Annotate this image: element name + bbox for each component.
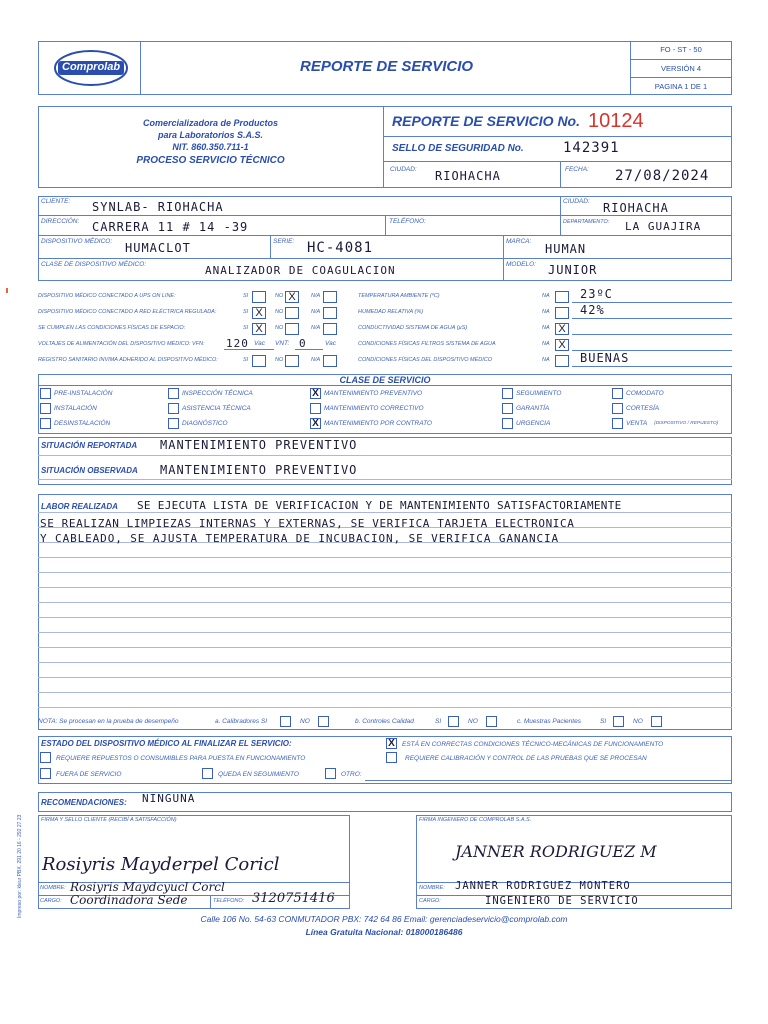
reported-label: SITUACIÓN REPORTADA xyxy=(41,441,138,450)
service-class-title: CLASE DE SERVICIO xyxy=(339,375,431,385)
service-option-label: URGENCIA xyxy=(516,420,551,427)
final-opt5: QUEDA EN SEGUIMIENTO xyxy=(218,771,299,778)
condition-na-checkbox[interactable] xyxy=(555,291,569,303)
engineer-sign-title: FIRMA INGENIERO DE COMPROLAB S.A.S. xyxy=(419,817,532,823)
client-role-value: Coordinadora Sede xyxy=(70,893,188,907)
client-dept: LA GUAJIRA xyxy=(625,220,702,233)
final-opt6: OTRO: xyxy=(341,771,362,778)
condition-na-checkbox[interactable] xyxy=(323,291,337,303)
condition-no-checkbox[interactable] xyxy=(285,323,299,335)
final-opt2: REQUIERE REPUESTOS O CONSUMIBLES PARA PUESTA EN FUNCIONAMIENTO xyxy=(56,755,306,762)
service-col4-checkbox[interactable] xyxy=(502,418,513,429)
engineer-role-label: CARGO: xyxy=(419,898,441,904)
note-c: c. Muestras Pacientes xyxy=(517,718,581,725)
client-name-value: Rosiyris Maydcyucl Corcl xyxy=(70,880,225,894)
option-no-label: NO xyxy=(275,325,284,331)
logo-text: Comprolab xyxy=(62,61,121,73)
comprolab-logo xyxy=(52,48,130,88)
option-na-label: NA xyxy=(542,357,550,363)
condition-no-checkbox[interactable] xyxy=(285,355,299,367)
engineer-name-label: NOMBRE: xyxy=(419,885,445,891)
option-na-label: NA xyxy=(542,309,550,315)
condition-na-checkbox[interactable] xyxy=(323,307,337,319)
option-na-label: NA xyxy=(542,341,550,347)
client-name: SYNLAB- RIOHACHA xyxy=(92,200,224,214)
option-si-label: SI xyxy=(243,357,249,363)
service-col3-checkbox[interactable] xyxy=(310,403,321,414)
condition-no-checkbox[interactable] xyxy=(285,307,299,319)
service-option-label: COMODATO xyxy=(626,390,664,397)
engineer-signature: JANNER RODRIGUEZ M xyxy=(455,842,657,861)
condition-na-checkbox[interactable] xyxy=(323,355,337,367)
report-number-label: REPORTE DE SERVICIO No. xyxy=(392,113,580,129)
condition-si-checkbox[interactable]: X xyxy=(252,307,266,319)
service-option-label: INSPECCIÓN TÉCNICA xyxy=(182,390,253,397)
client-address: CARRERA 11 # 14 -39 xyxy=(92,220,249,234)
observed-value: MANTENIMIENTO PREVENTIVO xyxy=(160,463,358,477)
option-na-label: NA xyxy=(542,293,550,299)
condition-si-checkbox[interactable]: X xyxy=(252,323,266,335)
client-phone-label: TELÉFONO: xyxy=(213,898,245,904)
condition-left-label: DISPOSITIVO MÉDICO CONECTADO A UPS ON LINE: xyxy=(38,293,176,299)
company-line1: Comercializadora de Productos xyxy=(142,118,279,128)
labor-label: LABOR REALIZADA xyxy=(41,502,118,511)
note-c-no-checkbox[interactable] xyxy=(651,716,662,727)
service-col5-checkbox[interactable] xyxy=(612,403,623,414)
recommendations-label: RECOMENDACIONES: xyxy=(41,798,127,807)
address-label: DIRECCIÓN: xyxy=(41,218,80,225)
service-col5-checkbox[interactable] xyxy=(612,388,623,399)
footer-toll-free: Línea Gratuita Nacional: 018000186486 xyxy=(305,927,463,937)
condition-na-checkbox[interactable]: X xyxy=(555,323,569,335)
service-option-label: PRE-INSTALACIÓN xyxy=(54,390,113,397)
final-opt2-checkbox[interactable] xyxy=(40,752,51,763)
page-title: REPORTE DE SERVICIO xyxy=(300,58,474,75)
service-col1-checkbox[interactable] xyxy=(40,388,51,399)
condition-right-label: TEMPERATURA AMBIENTE (ºC) xyxy=(358,293,440,299)
service-col2-checkbox[interactable] xyxy=(168,403,179,414)
service-col1-checkbox[interactable] xyxy=(40,403,51,414)
condition-right-label: HUMEDAD RELATIVA (%) xyxy=(358,309,424,315)
note-c-si: SI xyxy=(600,718,607,725)
service-option-label: ASISTENCIA TÉCNICA xyxy=(182,405,251,412)
seal-label: SELLO DE SEGURIDAD No. xyxy=(392,143,524,154)
client-label: CLIENTE: xyxy=(41,198,71,205)
note-b-si: SI xyxy=(435,718,442,725)
note-b-no: NO xyxy=(468,718,478,725)
voltage-vfn-value: 120 xyxy=(226,337,249,350)
labor-line3: Y CABLEADO, SE AJUSTA TEMPERATURA DE INCUBACION, SE VERIFICA GANANCIA xyxy=(40,532,560,545)
printer-side-text: Impreso por: kleur PBX. 291 20 16 - 292 27 23 xyxy=(17,814,23,918)
device-label: DISPOSITIVO MÉDICO: xyxy=(41,238,113,245)
condition-right-value: 23ºC xyxy=(580,287,613,301)
service-option-label: MANTENIMIENTO CORRECTIVO xyxy=(324,405,424,412)
company-nit: NIT. 860.350.711-1 xyxy=(172,142,249,152)
note-a-no-checkbox[interactable] xyxy=(318,716,329,727)
final-opt4-checkbox[interactable] xyxy=(40,768,51,779)
note-b-si-checkbox[interactable] xyxy=(448,716,459,727)
service-option-label: CORTESÍA xyxy=(626,405,660,412)
condition-na-checkbox[interactable] xyxy=(555,355,569,367)
device-name: HUMACLOT xyxy=(125,241,191,255)
service-col4-checkbox[interactable] xyxy=(502,403,513,414)
option-na-label: N/A xyxy=(311,325,321,331)
condition-na-checkbox[interactable] xyxy=(555,307,569,319)
seal-number: 142391 xyxy=(563,140,620,156)
form-code: FO - ST - 50 xyxy=(660,45,702,54)
condition-si-checkbox[interactable] xyxy=(252,291,266,303)
device-brand: HUMAN xyxy=(545,242,587,256)
phone-label: TELÉFONO: xyxy=(389,218,426,225)
final-state-title: ESTADO DEL DISPOSITIVO MÉDICO AL FINALIZAR EL SERVICIO: xyxy=(41,739,292,748)
engineer-name-value: JANNER RODRIGUEZ MONTERO xyxy=(455,880,631,892)
option-na-label: NA xyxy=(542,325,550,331)
final-opt5-checkbox[interactable] xyxy=(202,768,213,779)
city-label: CIUDAD: xyxy=(390,166,417,173)
option-na-label: N/A xyxy=(311,293,321,299)
option-si-label: SI xyxy=(243,293,249,299)
option-no-label: NO xyxy=(275,357,284,363)
voltage-unit: Vac xyxy=(325,340,336,347)
report-city: RIOHACHA xyxy=(435,169,501,183)
client-name-label: NOMBRE: xyxy=(40,885,66,891)
service-option-label: VENTA xyxy=(626,420,648,427)
condition-right-value: 42% xyxy=(580,303,605,317)
note-a-si-checkbox[interactable] xyxy=(280,716,291,727)
note-a: a. Calibradores SI xyxy=(215,718,268,725)
condition-no-checkbox[interactable]: X xyxy=(285,291,299,303)
observed-label: SITUACIÓN OBSERVADA xyxy=(41,466,138,475)
brand-label: MARCA: xyxy=(506,238,532,245)
service-option-label: DESINSTALACIÓN xyxy=(54,420,111,427)
service-col5-checkbox[interactable] xyxy=(612,418,623,429)
serial-label: SERIE: xyxy=(273,238,295,245)
dept-label: DEPARTAMENTO: xyxy=(563,219,610,225)
condition-right-value: BUENAS xyxy=(580,351,630,365)
condition-right-label: CONDICIONES FÍSICAS FILTROS SISTEMA DE AGUA xyxy=(358,341,496,347)
situation-box xyxy=(38,437,732,485)
note-b: b. Controles Calidad xyxy=(355,718,414,725)
client-city: RIOHACHA xyxy=(603,201,669,215)
note-b-no-checkbox[interactable] xyxy=(486,716,497,727)
service-option-note: (DISPOSITIVO / REPUESTO) xyxy=(654,421,719,426)
report-number: 10124 xyxy=(588,110,644,132)
option-si-label: SI xyxy=(243,325,249,331)
device-class: ANALIZADOR DE COAGULACION xyxy=(205,264,396,277)
device-model: JUNIOR xyxy=(548,263,598,277)
option-no-label: NO xyxy=(275,293,284,299)
condition-na-checkbox[interactable]: X xyxy=(555,339,569,351)
voltage-vnt-label: VNT: xyxy=(275,340,290,347)
client-signature: Rosiyris Mayderpel Coricl xyxy=(42,854,280,875)
class-label: CLASE DE DISPOSITIVO MÉDICO: xyxy=(41,261,147,268)
condition-right-label: CONDICIONES FÍSICAS DEL DISPOSITIVO MÉDICO xyxy=(358,357,493,363)
final-opt1: ESTÁ EN CORRECTAS CONDICIONES TÉCNICO-MECÁNICAS DE FUNCIONAMIENTO xyxy=(402,741,664,748)
report-date: 27/08/2024 xyxy=(615,168,710,184)
labor-line2: SE REALIZAN LIMPIEZAS INTERNAS Y EXTERNAS, SE VERIFICA TARJETA ELECTRONICA xyxy=(40,517,575,530)
service-option-label: SEGUIMIENTO xyxy=(516,390,562,397)
recommendations-value: NINGUNA xyxy=(142,792,196,805)
service-col4-checkbox[interactable] xyxy=(502,388,513,399)
client-phone-value: 3120751416 xyxy=(252,891,335,906)
option-si-label: SI xyxy=(243,309,249,315)
model-label: MODELO: xyxy=(506,261,536,268)
voltage-vnt-value: 0 xyxy=(299,337,307,350)
condition-left-label: REGISTRO SANITARIO INVIMA ADHERIDO AL DISPOSITIVO MÉDICO: xyxy=(38,357,218,363)
option-na-label: N/A xyxy=(311,357,321,363)
service-col3-checkbox[interactable]: X xyxy=(310,388,321,399)
footer-address: Calle 106 No. 54-63 CONMUTADOR PBX: 742 64 86 Email: gerenciadeservicio@comprolab.com xyxy=(200,914,568,924)
condition-si-checkbox[interactable] xyxy=(252,355,266,367)
service-col1-checkbox[interactable] xyxy=(40,418,51,429)
option-no-label: NO xyxy=(275,309,284,315)
voltage-unit: Vac xyxy=(254,340,265,347)
date-label: FECHA: xyxy=(565,166,589,173)
condition-left-label: VOLTAJES DE ALIMENTACIÓN DEL DISPOSITIVO MÉDICO: VFN: xyxy=(38,341,205,347)
service-col2-checkbox[interactable] xyxy=(168,418,179,429)
reported-value: MANTENIMIENTO PREVENTIVO xyxy=(160,438,358,452)
note-c-si-checkbox[interactable] xyxy=(613,716,624,727)
option-na-label: N/A xyxy=(311,309,321,315)
client-sign-title: FIRMA Y SELLO CLIENTE (RECIBÍ A SATISFACCIÓN) xyxy=(41,817,177,823)
service-option-label: MANTENIMIENTO POR CONTRATO xyxy=(324,420,432,427)
service-option-label: INSTALACIÓN xyxy=(54,405,97,412)
note-text: NOTA: Se procesan en la prueba de desempeño xyxy=(38,718,179,725)
condition-left-label: SE CUMPLEN LAS CONDICIONES FÍSICAS DE ESPACIO: xyxy=(38,325,186,331)
final-opt6-checkbox[interactable] xyxy=(325,768,336,779)
engineer-role-value: INGENIERO DE SERVICIO xyxy=(485,895,639,907)
client-city-label: CIUDAD: xyxy=(563,198,590,205)
labor-line1: SE EJECUTA LISTA DE VERIFICACION Y DE MANTENIMIENTO SATISFACTORIAMENTE xyxy=(137,499,622,512)
final-opt3: REQUIERE CALIBRACIÓN Y CONTROL DE LAS PRUEBAS QUE SE PROCESAN xyxy=(405,755,647,762)
service-col3-checkbox[interactable]: X xyxy=(310,418,321,429)
form-page: PAGINA 1 DE 1 xyxy=(654,82,708,91)
service-col2-checkbox[interactable] xyxy=(168,388,179,399)
note-a-no: NO xyxy=(300,718,310,725)
service-option-label: GARANTÍA xyxy=(516,405,550,412)
note-c-no: NO xyxy=(633,718,643,725)
form-version: VERSIÓN 4 xyxy=(660,64,701,73)
final-opt4: FUERA DE SERVICIO xyxy=(56,771,122,778)
service-option-label: DIAGNÓSTICO xyxy=(182,420,228,427)
service-option-label: MANTENIMIENTO PREVENTIVO xyxy=(324,390,423,397)
margin-mark xyxy=(6,288,8,293)
client-role-label: CARGO: xyxy=(40,898,62,904)
condition-na-checkbox[interactable] xyxy=(323,323,337,335)
final-opt1-checkbox[interactable]: X xyxy=(386,738,397,749)
device-serial: HC-4081 xyxy=(307,240,374,256)
condition-left-label: DISPOSITIVO MÉDICO CONECTADO A RED ELÉCTRICA REGULADA: xyxy=(38,309,217,315)
company-line2: para Laboratorios S.A.S. xyxy=(157,130,264,140)
final-opt3-checkbox[interactable] xyxy=(386,752,397,763)
process-title: PROCESO SERVICIO TÉCNICO xyxy=(136,155,285,166)
condition-right-label: CONDUCTIVIDAD SISTEMA DE AGUA (µS) xyxy=(358,325,468,331)
